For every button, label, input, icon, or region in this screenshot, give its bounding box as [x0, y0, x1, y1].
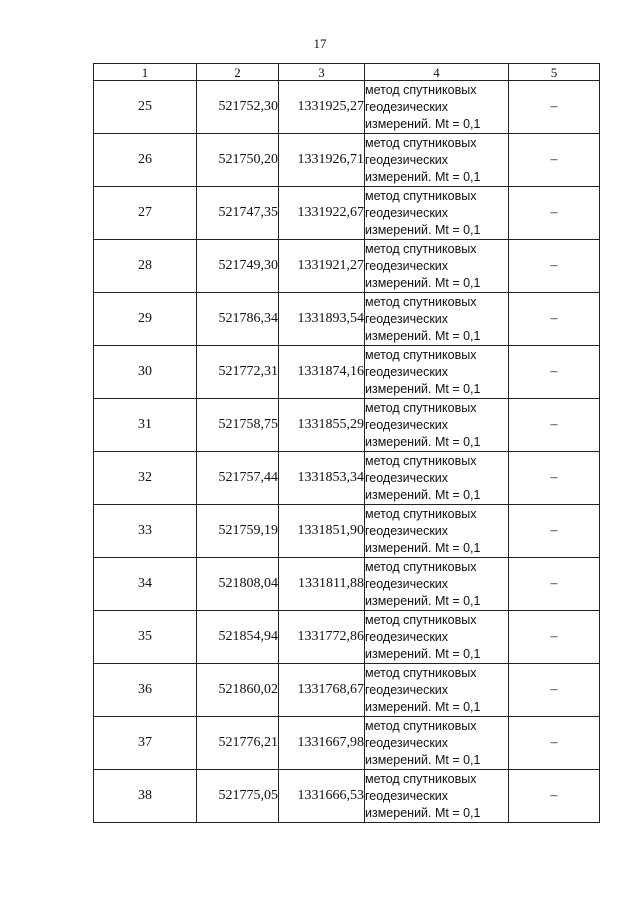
coordinate-x: 521854,94	[197, 611, 279, 664]
method-line-3: измерений. Mt = 0,1	[365, 646, 481, 661]
method-line-3: измерений. Mt = 0,1	[365, 169, 481, 184]
method-line-3: измерений. Mt = 0,1	[365, 381, 481, 396]
method-line-1: метод спутниковых	[365, 771, 477, 786]
table-row	[94, 399, 600, 452]
column-5-value: –	[509, 505, 600, 558]
method-line-1: метод спутниковых	[365, 188, 477, 203]
method-line-3: измерений. Mt = 0,1	[365, 699, 481, 714]
coordinate-x: 521772,31	[197, 346, 279, 399]
coordinate-y: 1331667,98	[279, 717, 365, 770]
header-col-2: 2	[197, 64, 279, 81]
header-col-5: 5	[509, 64, 600, 81]
coordinate-x: 521860,02	[197, 664, 279, 717]
coordinate-x: 521759,19	[197, 505, 279, 558]
column-5-value: –	[509, 81, 600, 134]
measurement-method	[365, 770, 509, 823]
method-line-3: измерений. Mt = 0,1	[365, 275, 481, 290]
measurement-method	[365, 664, 509, 717]
method-line-2: геодезических	[365, 417, 449, 432]
method-line-3: измерений. Mt = 0,1	[365, 434, 481, 449]
measurement-method	[365, 558, 509, 611]
measurement-method	[365, 505, 509, 558]
method-line-1: метод спутниковых	[365, 559, 477, 574]
measurement-method	[365, 399, 509, 452]
column-5-value: –	[509, 664, 600, 717]
point-number: 34	[94, 558, 197, 611]
column-5-value: –	[509, 452, 600, 505]
method-line-2: геодезических	[365, 205, 449, 220]
measurement-method	[365, 346, 509, 399]
table-row	[94, 452, 600, 505]
method-line-1: метод спутниковых	[365, 294, 477, 309]
table-row	[94, 717, 600, 770]
table-row	[94, 187, 600, 240]
table-row	[94, 346, 600, 399]
measurement-method	[365, 240, 509, 293]
coordinate-y: 1331768,67	[279, 664, 365, 717]
point-number: 35	[94, 611, 197, 664]
measurement-method	[365, 81, 509, 134]
point-number: 30	[94, 346, 197, 399]
column-5-value: –	[509, 134, 600, 187]
method-line-1: метод спутниковых	[365, 135, 477, 150]
method-line-2: геодезических	[365, 576, 449, 591]
method-line-3: измерений. Mt = 0,1	[365, 540, 481, 555]
header-row	[94, 64, 600, 81]
table-row	[94, 81, 600, 134]
table-row	[94, 505, 600, 558]
table-header	[94, 64, 600, 81]
coordinate-x: 521776,21	[197, 717, 279, 770]
point-number: 29	[94, 293, 197, 346]
coordinate-x: 521749,30	[197, 240, 279, 293]
coordinate-y: 1331851,90	[279, 505, 365, 558]
method-line-3: измерений. Mt = 0,1	[365, 116, 481, 131]
method-line-1: метод спутниковых	[365, 453, 477, 468]
measurement-method	[365, 293, 509, 346]
method-line-1: метод спутниковых	[365, 506, 477, 521]
method-line-1: метод спутниковых	[365, 400, 477, 415]
table-body	[94, 81, 600, 823]
method-line-3: измерений. Mt = 0,1	[365, 593, 481, 608]
column-5-value: –	[509, 346, 600, 399]
method-line-2: геодезических	[365, 470, 449, 485]
method-line-2: геодезических	[365, 629, 449, 644]
coordinate-x: 521752,30	[197, 81, 279, 134]
point-number: 32	[94, 452, 197, 505]
coordinate-x: 521786,34	[197, 293, 279, 346]
method-line-3: измерений. Mt = 0,1	[365, 328, 481, 343]
column-5-value: –	[509, 240, 600, 293]
coordinate-y: 1331853,34	[279, 452, 365, 505]
table-row	[94, 240, 600, 293]
coordinate-y: 1331666,53	[279, 770, 365, 823]
table-row	[94, 770, 600, 823]
column-5-value: –	[509, 770, 600, 823]
method-line-3: измерений. Mt = 0,1	[365, 487, 481, 502]
table-row	[94, 611, 600, 664]
method-line-1: метод спутниковых	[365, 241, 477, 256]
coordinate-y: 1331925,27	[279, 81, 365, 134]
method-line-1: метод спутниковых	[365, 612, 477, 627]
coordinate-x: 521775,05	[197, 770, 279, 823]
column-5-value: –	[509, 558, 600, 611]
point-number: 26	[94, 134, 197, 187]
method-line-2: геодезических	[365, 523, 449, 538]
method-line-1: метод спутниковых	[365, 718, 477, 733]
method-line-2: геодезических	[365, 735, 449, 750]
table-row	[94, 558, 600, 611]
point-number: 31	[94, 399, 197, 452]
header-col-4: 4	[365, 64, 509, 81]
point-number: 27	[94, 187, 197, 240]
coordinates-table	[93, 63, 600, 823]
header-col-3: 3	[279, 64, 365, 81]
coordinate-x: 521750,20	[197, 134, 279, 187]
table-row	[94, 664, 600, 717]
point-number: 36	[94, 664, 197, 717]
coordinate-y: 1331926,71	[279, 134, 365, 187]
measurement-method	[365, 611, 509, 664]
coordinate-x: 521747,35	[197, 187, 279, 240]
coordinate-x: 521757,44	[197, 452, 279, 505]
method-line-1: метод спутниковых	[365, 665, 477, 680]
column-5-value: –	[509, 611, 600, 664]
header-col-1: 1	[94, 64, 197, 81]
column-5-value: –	[509, 293, 600, 346]
measurement-method	[365, 452, 509, 505]
coordinate-x: 521808,04	[197, 558, 279, 611]
coordinate-y: 1331874,16	[279, 346, 365, 399]
point-number: 33	[94, 505, 197, 558]
method-line-1: метод спутниковых	[365, 347, 477, 362]
method-line-2: геодезических	[365, 682, 449, 697]
point-number: 25	[94, 81, 197, 134]
coordinate-y: 1331855,29	[279, 399, 365, 452]
coordinate-y: 1331921,27	[279, 240, 365, 293]
measurement-method	[365, 187, 509, 240]
point-number: 38	[94, 770, 197, 823]
method-line-2: геодезических	[365, 364, 449, 379]
coordinate-y: 1331893,54	[279, 293, 365, 346]
coordinate-y: 1331811,88	[279, 558, 365, 611]
method-line-2: геодезических	[365, 99, 449, 114]
method-line-2: геодезических	[365, 788, 449, 803]
column-5-value: –	[509, 399, 600, 452]
method-line-3: измерений. Mt = 0,1	[365, 752, 481, 767]
measurement-method	[365, 134, 509, 187]
coordinate-y: 1331772,86	[279, 611, 365, 664]
point-number: 28	[94, 240, 197, 293]
method-line-2: геодезических	[365, 258, 449, 273]
method-line-3: измерений. Mt = 0,1	[365, 222, 481, 237]
table-row	[94, 134, 600, 187]
coordinate-x: 521758,75	[197, 399, 279, 452]
point-number: 37	[94, 717, 197, 770]
method-line-2: геодезических	[365, 311, 449, 326]
method-line-1: метод спутниковых	[365, 82, 477, 97]
method-line-3: измерений. Mt = 0,1	[365, 805, 481, 820]
table-row	[94, 293, 600, 346]
column-5-value: –	[509, 187, 600, 240]
coordinate-y: 1331922,67	[279, 187, 365, 240]
page-number: 17	[313, 36, 327, 51]
method-line-2: геодезических	[365, 152, 449, 167]
measurement-method	[365, 717, 509, 770]
column-5-value: –	[509, 717, 600, 770]
